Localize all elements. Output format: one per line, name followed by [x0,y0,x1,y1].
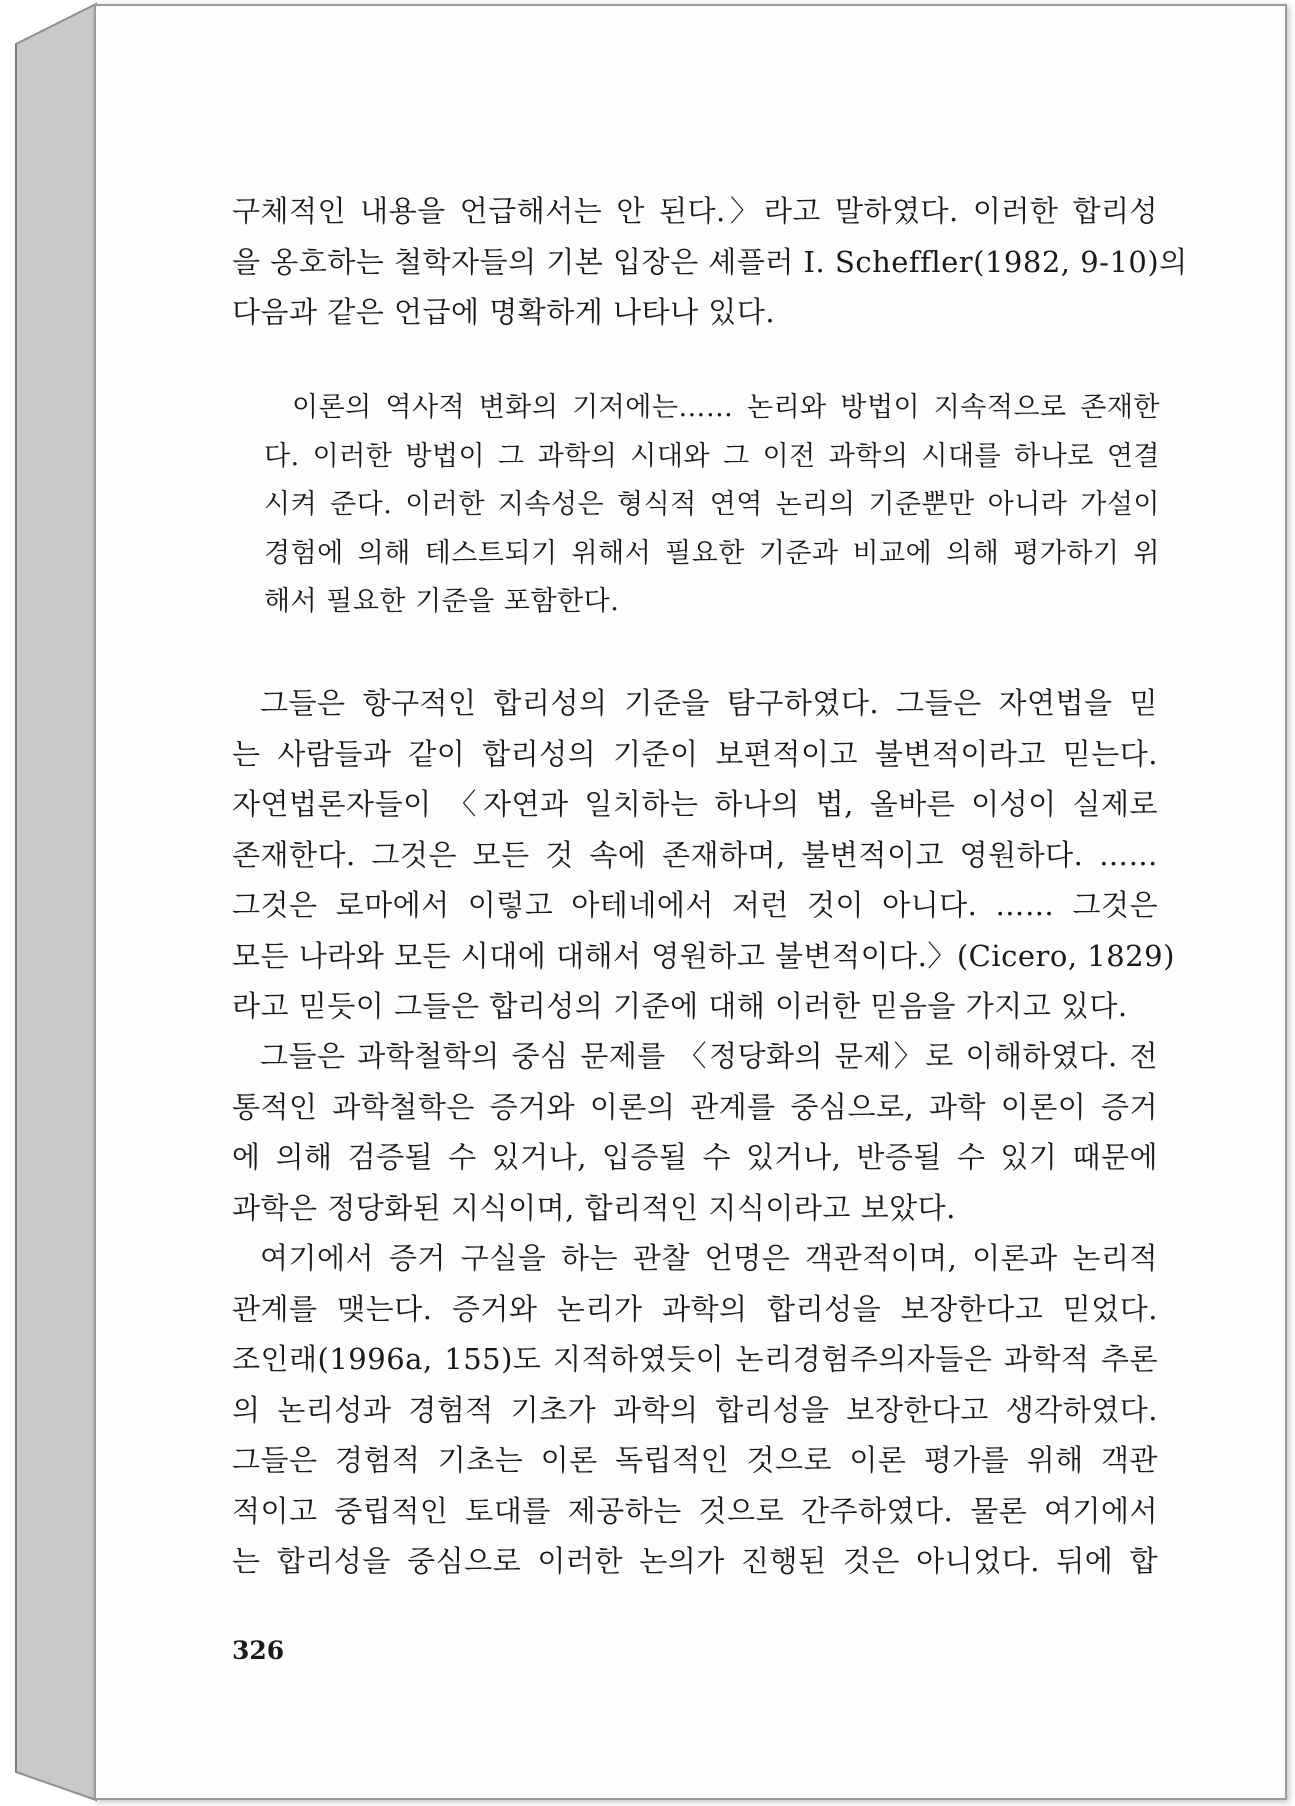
text-line: 그들은 항구적인 합리성의 기준을 탐구하였다. 그들은 자연법을 믿 [260,686,1158,720]
book-spine [0,0,100,1806]
text-line: 과학은 정당화된 지식이며, 합리적인 지식이라고 보았다. [232,1190,956,1225]
text-line: 그들은 경험적 기초는 이론 독립적인 것으로 이론 평가를 위해 객관 [232,1443,1158,1477]
text-line: 경험에 의해 테스트되기 위해서 필요한 기준과 비교에 의해 평가하기 위 [264,537,1160,569]
text-line: 통적인 과학철학은 증거와 이론의 관계를 중심으로, 과학 이론이 증거 [232,1089,1158,1124]
text-line: 시켜 준다. 이러한 지속성은 형식적 연역 논리의 기준뿐만 아니라 가설이 [264,489,1160,520]
text-line: 라고 믿듯이 그들은 합리성의 기준에 대해 이러한 믿음을 가지고 있다. [232,989,1128,1023]
text-line: 모든 나라와 모든 시대에 대해서 영원하고 불변적이다.〉(Cicero, 1829) [232,938,1175,973]
paragraph-justification [232,1031,1158,1233]
text-line: 그것은 로마에서 이렇고 아테네에서 저런 것이 아니다. …… 그것은 [232,888,1158,922]
text-line: 자연법론자들이 〈자연과 일치하는 하나의 법, 올바른 이성이 실제로 [232,787,1158,821]
text-line: 을 옹호하는 철학자들의 기본 입장은 셰플러 I. Scheffler(1982, 9-10)의 [232,244,1188,279]
text-line: 적이고 중립적인 토대를 제공하는 것으로 간주하였다. 물론 여기에서 [232,1493,1158,1528]
text-line: 해서 필요한 기준을 포함한다. [264,586,620,617]
text-line: 그들은 과학철학의 중심 문제를 〈정당화의 문제〉로 이해하였다. 전 [260,1039,1158,1073]
text-line: 의 논리성과 경험적 기초가 과학의 합리성을 보장한다고 생각하였다. [232,1392,1158,1427]
block-quote [264,384,1160,627]
page-number: 326 [232,1636,285,1665]
text-line: 이론의 역사적 변화의 기저에는…… 논리와 방법이 지속적으로 존재한 [292,392,1160,423]
text-line: 존재한다. 그것은 모든 것 속에 존재하며, 불변적이고 영원하다. …… [232,837,1158,872]
text-line: 관계를 맺는다. 증거와 논리가 과학의 합리성을 보장한다고 믿었다. [232,1291,1158,1326]
text-line: 여기에서 증거 구실을 하는 관찰 언명은 객관적이며, 이론과 논리적 [260,1241,1158,1275]
paragraph-evidence [232,1233,1158,1587]
paragraph-intro [232,186,1188,338]
text-line: 구체적인 내용을 언급해서는 안 된다.〉라고 말하였다. 이러한 합리성 [232,194,1158,228]
text-line: 다음과 같은 언급에 명확하게 나타나 있다. [232,295,776,329]
text-line: 는 사람들과 같이 합리성의 기준이 보편적이고 불변적이라고 믿는다. [232,736,1158,771]
text-line: 에 의해 검증될 수 있거나, 입증될 수 있거나, 반증될 수 있기 때문에 [232,1140,1158,1174]
paragraph-natural-law [232,678,1175,1032]
text-line: 는 합리성을 중심으로 이러한 논의가 진행된 것은 아니었다. 뒤에 합 [232,1544,1158,1578]
text-line: 다. 이러한 방법이 그 과학의 시대와 그 이전 과학의 시대를 하나로 연결 [264,440,1160,472]
text-line: 조인래(1996a, 155)도 지적하였듯이 논리경험주의자들은 과학적 추론 [232,1342,1159,1376]
